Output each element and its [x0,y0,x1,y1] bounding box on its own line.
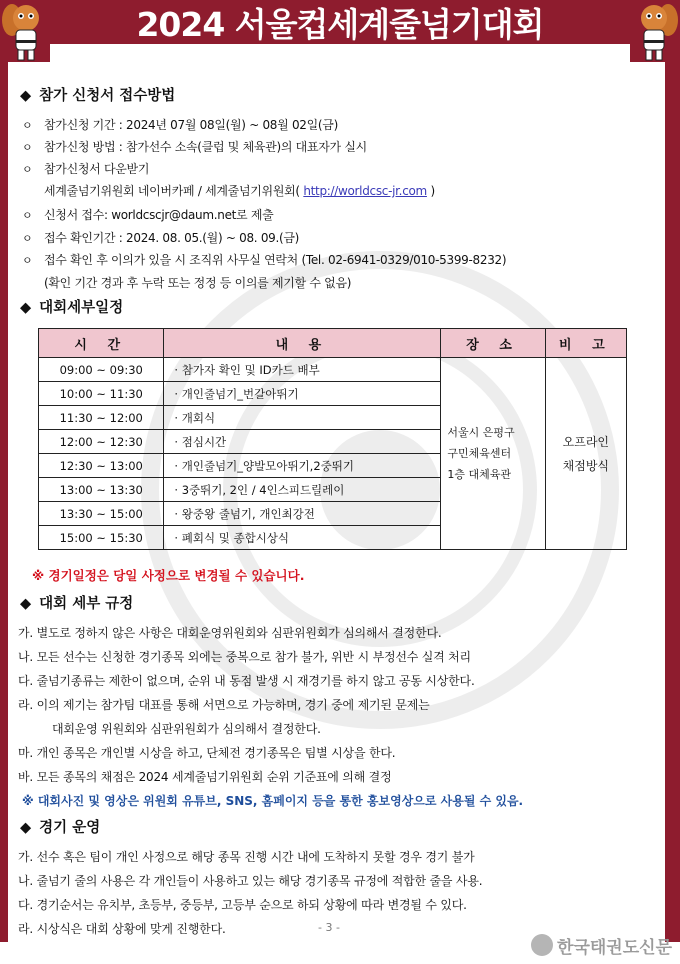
paper-strip [50,44,630,62]
list-item: ㅇ 접수 확인기간 : 2024. 08. 05.(월) ~ 08. 09.(금) [22,231,300,245]
column-header: 시 간 [39,329,164,358]
desc-cell: · 폐회식 및 종합시상식 [164,526,441,550]
desc-cell: · 참가자 확인 및 ID카드 배부 [164,358,441,382]
list-item: ㅇ 접수 확인 후 이의가 있을 시 조직위 사무실 연락처 (Tel. 02-6941-0329/010-5399-8232) [22,253,507,267]
list-item: ㅇ 참가신청 방법 : 참가선수 소속(클럽 및 체육관)의 대표자가 실시 [22,140,367,154]
rule-item: 다. 줄넘기종류는 제한이 없으며, 순위 내 동점 발생 시 재경기를 하지 않고 공동 시상한다. [18,674,475,688]
diamond-icon: ◆ [20,820,32,836]
apply-note: (확인 기간 경과 후 누락 또는 정정 등 이의를 제기할 수 없음) [44,276,352,290]
squirrel-mascot-icon [0,0,50,62]
desc-cell: · 3중뛰기, 2인 / 4인스피드릴레이 [164,478,441,502]
page-number: - 3 - [318,921,340,934]
schedule-table [38,328,627,550]
circle-bullet-icon: ㅇ [22,119,33,132]
circle-bullet-icon: ㅇ [22,254,33,267]
circle-bullet-icon: ㅇ [22,163,33,176]
time-cell: 13:00 ~ 13:30 [39,478,164,502]
section-heading: ◆ 경기 운영 [20,820,101,836]
section-heading: ◆ 대회세부일정 [20,300,124,316]
column-header: 장 소 [441,329,545,358]
rule-item: 가. 별도로 정하지 않은 사항은 대회운영위원회와 심판위원회가 심의해서 결정한다. [18,626,442,640]
rule-item: 마. 개인 종목은 개인별 시상을 하고, 단체전 경기종목은 팀별 시상을 한다. [18,746,396,760]
time-cell: 12:30 ~ 13:00 [39,454,164,478]
desc-cell: · 개인줄넘기_번갈아뛰기 [164,382,441,406]
circle-bullet-icon: ㅇ [22,141,33,154]
press-logo-icon [531,934,553,956]
website-link[interactable]: http://worldcsc-jr.com [303,184,427,198]
media-notice: ※ 대회사진 및 영상은 위원회 유튜브, SNS, 홈페이지 등을 통한 홍보영상으로 사용될 수 있음. [22,794,524,808]
diamond-icon: ◆ [20,596,32,612]
operation-item: 나. 줄넘기 줄의 사용은 각 개인들이 사용하고 있는 해당 경기종목 규정에 적합한 줄을 사용. [18,874,483,888]
list-item: ㅇ 참가신청서 다운받기 [22,162,150,176]
press-logo: 한국태권도신문 [531,929,672,961]
circle-bullet-icon: ㅇ [22,232,33,245]
rule-item: 나. 모든 선수는 신청한 경기종목 외에는 중복으로 참가 불가, 위반 시 부정선수 실격 처리 [18,650,471,664]
rule-item: 대회운영 위원회와 심판위원회가 심의해서 결정한다. [52,722,321,736]
page-title: 2024 서울컵세계줄넘기대회 [136,4,544,44]
schedule-warning: ※ 경기일정은 당일 사정으로 변경될 수 있습니다. [32,568,305,583]
time-cell: 09:00 ~ 09:30 [39,358,164,382]
circle-bullet-icon: ㅇ [22,209,33,222]
squirrel-mascot-icon [630,0,680,62]
desc-cell: · 점심시간 [164,430,441,454]
column-header: 비 고 [545,329,626,358]
time-cell: 10:00 ~ 11:30 [39,382,164,406]
operation-item: 라. 시상식은 대회 상황에 맞게 진행한다. [18,922,226,936]
table-row [39,358,627,382]
diamond-icon: ◆ [20,88,32,104]
note-cell: 오프라인 채점방식 [545,358,626,550]
place-cell: 서울시 은평구 구민체육센터 1층 대체육관 [441,358,545,550]
list-item: ㅇ 참가신청 기간 : 2024년 07월 08일(월) ~ 08월 02일(금) [22,118,338,132]
time-cell: 13:30 ~ 15:00 [39,502,164,526]
diamond-icon: ◆ [20,300,32,316]
rule-item: 바. 모든 종목의 채점은 2024 세계줄넘기위원회 순위 기준표에 의해 결정 [18,770,392,784]
section-heading: ◆ 참가 신청서 접수방법 [20,88,176,104]
time-cell: 11:30 ~ 12:00 [39,406,164,430]
desc-cell: · 개회식 [164,406,441,430]
desc-cell: · 왕중왕 줄넘기, 개인최강전 [164,502,441,526]
rule-item: 라. 이의 제기는 참가팀 대표를 통해 서면으로 가능하며, 경기 중에 제기된 문제는 [18,698,430,712]
time-cell: 15:00 ~ 15:30 [39,526,164,550]
column-header: 내 용 [164,329,441,358]
desc-cell: · 개인줄넘기_양발모아뛰기,2중뛰기 [164,454,441,478]
operation-item: 다. 경기순서는 유치부, 초등부, 중등부, 고등부 순으로 하되 상황에 따라 변경될 수 있다. [18,898,467,912]
section-heading: ◆ 대회 세부 규정 [20,596,134,612]
download-line: 세계줄넘기위원회 네이버카페 / 세계줄넘기위원회( http://worldcsc-jr.com ) [44,184,435,198]
operation-item: 가. 선수 혹은 팀이 개인 사정으로 해당 종목 진행 시간 내에 도착하지 못할 경우 경기 불가 [18,850,475,864]
time-cell: 12:00 ~ 12:30 [39,430,164,454]
list-item: ㅇ 신청서 접수: worldcscjr@daum.net로 제출 [22,208,274,222]
